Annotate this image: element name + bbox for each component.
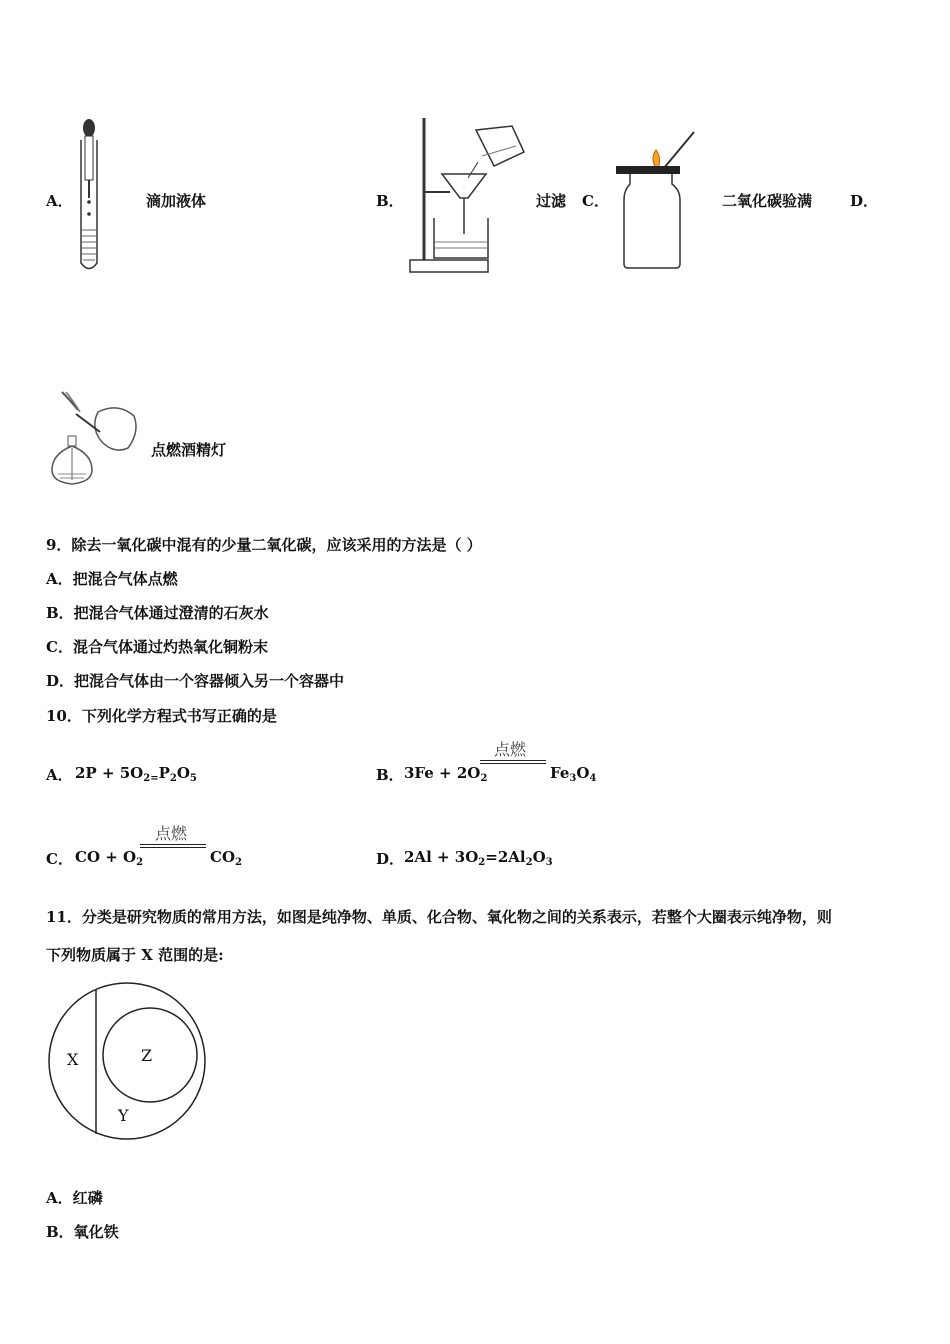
q10-option-c-condition: 点燃	[155, 824, 188, 843]
q10-option-b-condition: 点燃	[494, 740, 527, 759]
q11-stem-line-2: 下列物质属于 X 范围的是:	[46, 946, 224, 964]
region-label-z: Z	[141, 1046, 153, 1065]
q9-option-c: C．混合气体通过灼热氧化铜粉末	[46, 638, 268, 656]
region-label-y: Y	[118, 1106, 129, 1125]
q10-option-d-label: D．	[376, 850, 405, 868]
q10-stem: 10．下列化学方程式书写正确的是	[46, 707, 277, 725]
option-a-caption: 滴加液体	[146, 192, 207, 210]
option-b-letter: B．	[376, 192, 404, 210]
q10-option-b-label: B．	[376, 766, 404, 784]
q10-option-c-equals-sign	[140, 844, 206, 848]
q11-stem-line-1: 11．分类是研究物质的常用方法，如图是纯净物、单质、化合物、氧化物之间的关系表示，若整个大圈表示纯净物，则	[46, 908, 832, 926]
lighting-alcohol-lamp-illustration	[48, 388, 140, 496]
dropper-test-tube-illustration	[74, 118, 104, 274]
q10-option-b-reactants: $3Fe + 2O_2$	[404, 764, 488, 784]
co2-full-test-illustration	[614, 128, 696, 272]
option-c-letter: C．	[582, 192, 609, 210]
q10-option-a-equation: $2P + 5O_{2=}P_2O_5$	[75, 764, 197, 784]
q10-option-a-label: A．	[46, 766, 73, 784]
region-label-x: X	[67, 1050, 79, 1069]
option-d-caption: 点燃酒精灯	[151, 441, 227, 459]
q10-option-b-product: $Fe_3O_4$	[550, 764, 597, 784]
q9-stem: 9．除去一氧化碳中混有的少量二氧化碳，应该采用的方法是（ ）	[46, 536, 482, 554]
q10-option-d-equation: $2Al + 3O_2=2Al_2O_3$	[404, 848, 553, 868]
option-b-caption: 过滤	[536, 192, 567, 210]
q9-option-d: D．把混合气体由一个容器倾入另一个容器中	[46, 672, 345, 690]
filtration-apparatus-illustration	[408, 116, 532, 276]
q11-option-b: B．氧化铁	[46, 1223, 119, 1241]
q10-option-b-equals-sign	[480, 760, 546, 764]
option-a-letter: A．	[46, 192, 73, 210]
q11-option-a: A．红磷	[46, 1189, 103, 1207]
q10-option-c-reactants: CO + $O_2$	[75, 848, 144, 868]
q9-option-b: B．把混合气体通过澄清的石灰水	[46, 604, 269, 622]
q10-option-c-label: C．	[46, 850, 73, 868]
option-c-caption: 二氧化碳验满	[722, 192, 813, 210]
option-d-letter: D．	[850, 192, 879, 210]
q9-option-a: A．把混合气体点燃	[46, 570, 178, 588]
q10-option-c-product: $CO_2$	[210, 848, 242, 868]
